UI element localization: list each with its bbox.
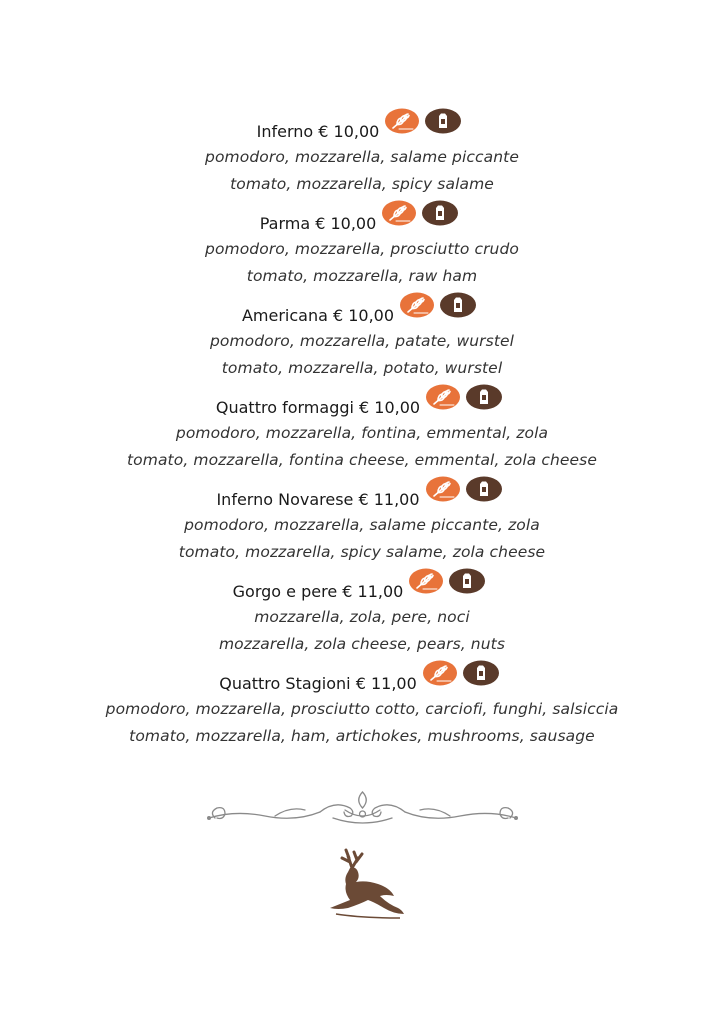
allergen-badges [382, 194, 464, 232]
menu-item-title: Parma € 10,00 [259, 213, 377, 233]
menu-item [0, 290, 724, 382]
allergen-badges [400, 286, 482, 324]
milk-carton-icon [425, 108, 461, 134]
wheat-icon [409, 568, 443, 594]
menu-item [0, 106, 724, 198]
menu-item [0, 198, 724, 290]
milk-carton-icon [449, 568, 485, 594]
scroll-ornament [205, 788, 520, 830]
menu-item-title-row [0, 658, 724, 696]
menu-item-title-row [0, 290, 724, 328]
milk-carton-icon [466, 476, 502, 502]
menu-item-ingredients-en: tomato, mozzarella, fontina cheese, emmental, zola cheese [127, 451, 597, 469]
menu-item-ingredients-it: pomodoro, mozzarella, salame piccante, zola [184, 516, 540, 534]
menu-item-ingredients-en: tomato, mozzarella, ham, artichokes, mushrooms, sausage [129, 727, 595, 745]
wheat-icon [382, 200, 416, 226]
menu-item-ingredients-it: pomodoro, mozzarella, prosciutto crudo [205, 240, 519, 258]
menu-item-title: Inferno Novarese € 11,00 [216, 489, 420, 509]
menu-item-title-row [0, 566, 724, 604]
menu-item-ingredients-en: tomato, mozzarella, potato, wurstel [221, 359, 503, 377]
menu-item-ingredients-en: tomato, mozzarella, spicy salame [230, 175, 494, 193]
milk-carton-icon [422, 200, 458, 226]
milk-carton-icon [463, 660, 499, 686]
menu-item-title: Quattro formaggi € 10,00 [215, 397, 421, 417]
menu-item-ingredients-it: mozzarella, zola, pere, noci [254, 608, 470, 626]
menu-item [0, 382, 724, 474]
menu-item-title: Inferno € 10,00 [256, 121, 380, 141]
menu-item [0, 658, 724, 750]
milk-carton-icon [440, 292, 476, 318]
menu-item-title-row [0, 106, 724, 144]
menu-item-ingredients-en: tomato, mozzarella, raw ham [246, 267, 478, 285]
deer-logo [322, 848, 406, 922]
allergen-badges [385, 102, 467, 140]
menu-item-title-row [0, 474, 724, 512]
menu-item [0, 474, 724, 566]
menu-item-ingredients-it: pomodoro, mozzarella, prosciutto cotto, carciofi, funghi, salsiccia [105, 700, 619, 718]
menu-item-title: Gorgo e pere € 11,00 [232, 581, 404, 601]
menu-item-ingredients-en: tomato, mozzarella, spicy salame, zola cheese [178, 543, 546, 561]
pizza-menu-list [0, 106, 724, 750]
menu-item-title-row [0, 382, 724, 420]
allergen-badges [426, 470, 508, 508]
allergen-badges [423, 654, 505, 692]
milk-carton-icon [466, 384, 502, 410]
wheat-icon [385, 108, 419, 134]
menu-item-title: Quattro Stagioni € 11,00 [219, 673, 417, 693]
menu-item-ingredients-it: pomodoro, mozzarella, fontina, emmental, zola [175, 424, 549, 442]
menu-item-ingredients-it: pomodoro, mozzarella, patate, wurstel [209, 332, 515, 350]
wheat-icon [400, 292, 434, 318]
allergen-badges [409, 562, 491, 600]
allergen-badges [426, 378, 508, 416]
wheat-icon [426, 476, 460, 502]
wheat-icon [423, 660, 457, 686]
wheat-icon [426, 384, 460, 410]
menu-item-ingredients-en: mozzarella, zola cheese, pears, nuts [218, 635, 506, 653]
menu-item-ingredients-it: pomodoro, mozzarella, salame piccante [205, 148, 519, 166]
menu-item-title-row [0, 198, 724, 236]
menu-item-title: Americana € 10,00 [241, 305, 395, 325]
menu-item [0, 566, 724, 658]
